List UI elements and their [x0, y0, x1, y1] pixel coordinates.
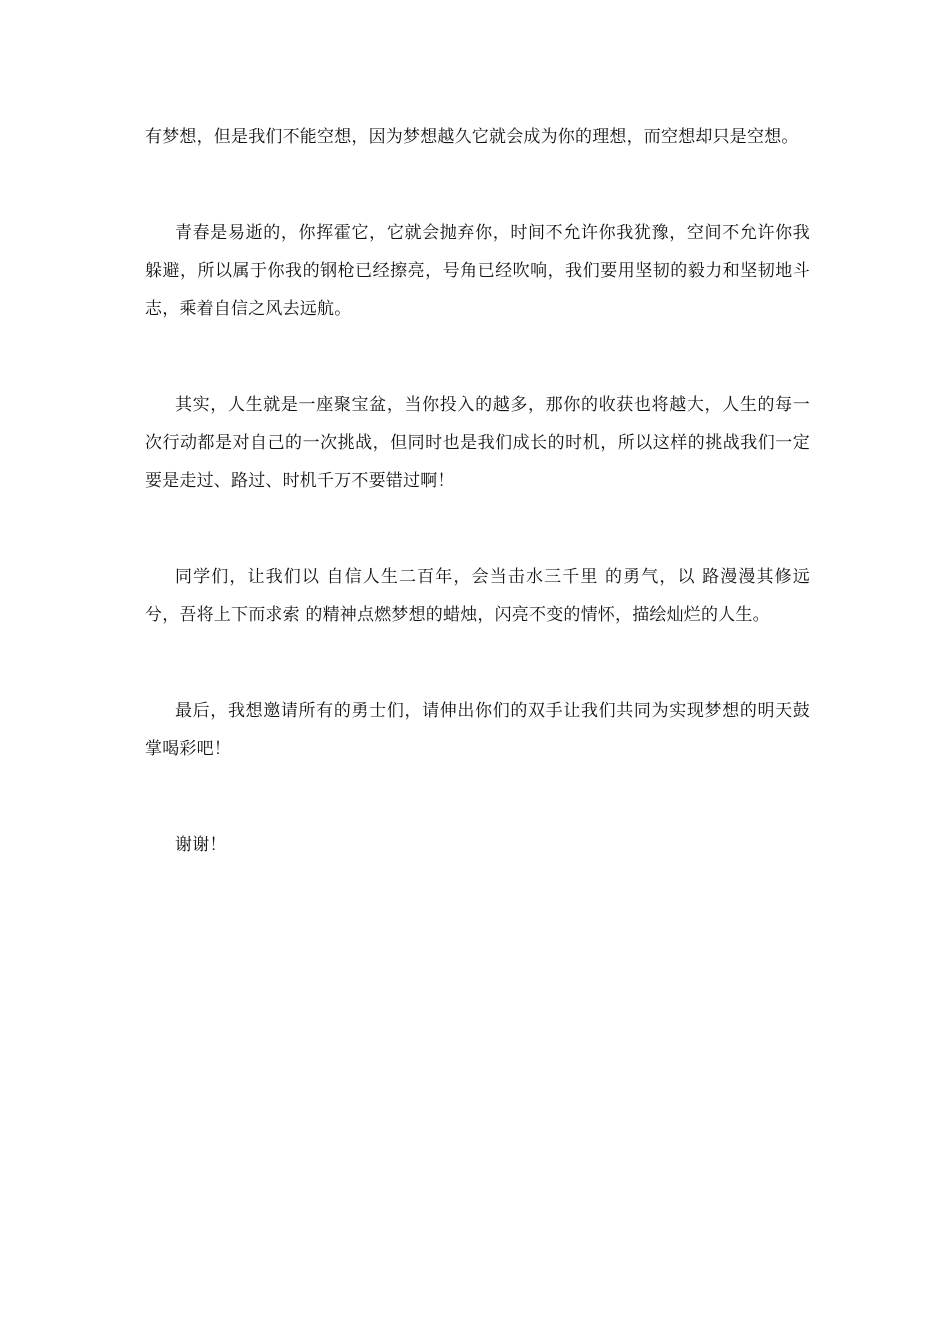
paragraph-5: 最后，我想邀请所有的勇士们，请伸出你们的双手让我们共同为实现梦想的明天鼓掌喝彩吧！ [145, 701, 810, 759]
paragraph-4: 同学们，让我们以 自信人生二百年，会当击水三千里 的勇气，以 路漫漫其修远兮，吾将上下而求索 的精神点燃梦想的蜡烛，闪亮不变的情怀，描绘灿烂的人生。 [145, 567, 810, 625]
paragraph-gap [145, 768, 810, 826]
paragraph-gap [145, 500, 810, 558]
paragraph-gap [145, 328, 810, 386]
paragraph-3: 其实，人生就是一座聚宝盆，当你投入的越多，那你的收获也将越大，人生的每一次行动都是对自己的一次挑战，但同时也是我们成长的时机，所以这样的挑战我们一定要是走过、路过、时机千万不要错过啊！ [145, 395, 810, 491]
paragraph-6: 谢谢！ [175, 835, 227, 855]
paragraph-gap [145, 156, 810, 214]
paragraph-gap [145, 634, 810, 692]
paragraph-1: 有梦想，但是我们不能空想，因为梦想越久它就会成为你的理想，而空想却只是空想。 [145, 127, 799, 147]
paragraph-2: 青春是易逝的，你挥霍它，它就会抛弃你，时间不允许你我犹豫，空间不允许你我躲避，所以属于你我的钢枪已经擦亮，号角已经吹响，我们要用坚韧的毅力和坚韧地斗志，乘着自信之风去远航。 [145, 223, 810, 319]
document-body [145, 118, 810, 864]
